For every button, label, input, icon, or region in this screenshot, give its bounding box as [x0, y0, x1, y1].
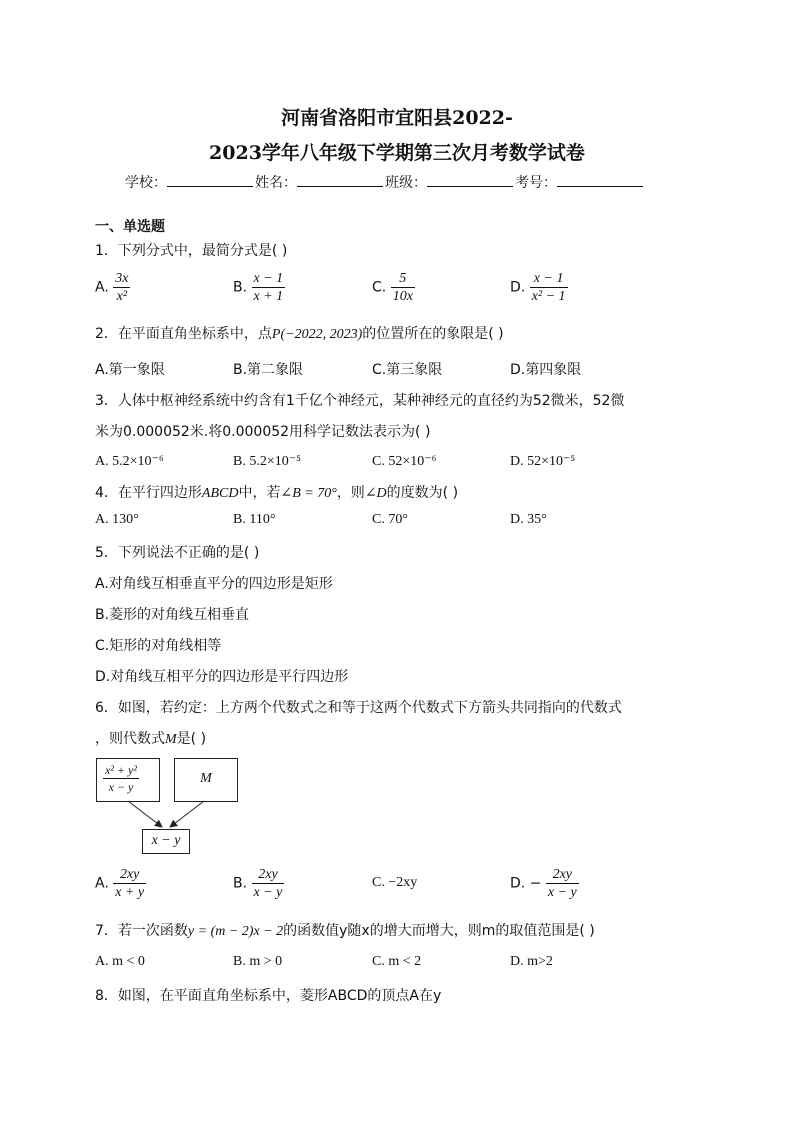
q6-stem-line1: 6．如图，若约定：上方两个代数式之和等于这两个代数式下方箭头共同指向的代数式	[95, 700, 622, 716]
q1-stem: 1．下列分式中，最简分式是( )	[95, 243, 288, 259]
exam-title-line2: 2023学年八年级下学期第三次月考数学试卷	[209, 142, 585, 164]
q7-option-b: B. m > 0	[233, 954, 283, 969]
q4-option-c: C. 70°	[372, 512, 408, 527]
q3-option-d: D. 52×10⁻⁵	[510, 454, 576, 469]
fig-box-bottom: x − y	[142, 829, 190, 854]
q6-stem-line2: ，则代数式M是( )	[95, 731, 207, 747]
q1-option-d: D. $\frac{x - 1}{\text{x² − 1}}$	[510, 271, 566, 304]
q7-stem: 7．若一次函数y = (m − 2)x − 2的函数值y随x的增大而增大，则m的取值范围是( )	[95, 923, 595, 939]
q7-option-d: D. m>2	[510, 954, 553, 969]
q3-stem-line1: 3．人体中枢神经系统中约含有1千亿个神经元，某种神经元的直径约为52微米，52微	[95, 393, 625, 409]
q2-option-d: D.第四象限	[510, 362, 582, 378]
q6-option-b: B. $\frac{2xy}{x - y}$	[233, 867, 283, 900]
q6-option-c: C. −2xy	[372, 875, 418, 890]
fig-box-m: M	[174, 758, 238, 802]
q1-option-c: C. $\frac{5}{10x}$	[372, 271, 413, 304]
q2-stem: 2．在平面直角坐标系中，点P(−2022, 2023)的位置所在的象限是( )	[95, 326, 504, 342]
q5-option-c: C.矩形的对角线相等	[95, 638, 222, 654]
q4-stem: 4．在平行四边形ABCD中，若∠B = 70°，则∠D的度数为( )	[95, 485, 459, 501]
q4-option-b: B. 110°	[233, 512, 276, 527]
q4-option-d: D. 35°	[510, 512, 547, 527]
q2-option-a: A.第一象限	[95, 362, 165, 378]
section-heading: 一、单选题	[95, 219, 165, 235]
exam-title-line1: 河南省洛阳市宜阳县2022-	[281, 107, 513, 129]
q2-option-b: B.第二象限	[233, 362, 304, 378]
q1-option-b: B. $\frac{x - 1}{x + 1}$	[233, 271, 284, 304]
q3-option-b: B. 5.2×10⁻⁵	[233, 454, 302, 469]
q8-stem: 8．如图，在平面直角坐标系中，菱形ABCD的顶点A在y	[95, 988, 442, 1004]
q4-option-a: A. 130°	[95, 512, 139, 527]
q7-option-a: A. m < 0	[95, 954, 145, 969]
name-label: 姓名：	[255, 175, 297, 191]
q3-option-a: A. 5.2×10⁻⁶	[95, 454, 164, 469]
q7-option-c: C. m < 2	[372, 954, 422, 969]
q6-option-a: A. $\frac{2xy}{x + y}$	[95, 867, 145, 900]
q5-option-a: A.对角线互相垂直平分的四边形是矩形	[95, 576, 333, 592]
q3-stem-line2: 米为0.000052米.将0.000052用科学记数法表示为( )	[95, 424, 431, 440]
q1-option-a: A. $\frac{3x}{\text{x²}}$	[95, 271, 129, 304]
q3-option-c: C. 52×10⁻⁶	[372, 454, 437, 469]
number-label: 考号：	[515, 175, 557, 191]
q2-option-c: C.第三象限	[372, 362, 443, 378]
q5-stem: 5．下列说法不正确的是( )	[95, 545, 260, 561]
class-label: 班级：	[385, 175, 427, 191]
fig-box-fraction: $\frac{\text{x² + y²}}{x - y}$	[96, 758, 160, 802]
q5-option-b: B.菱形的对角线互相垂直	[95, 607, 250, 623]
q5-option-d: D.对角线互相平分的四边形是平行四边形	[95, 669, 349, 685]
school-label: 学校：	[125, 175, 167, 191]
q6-option-d: D. − $\frac{2xy}{x - y}$	[510, 867, 577, 900]
fig-arrow-left	[128, 801, 162, 827]
fig-arrow-right	[170, 801, 204, 827]
